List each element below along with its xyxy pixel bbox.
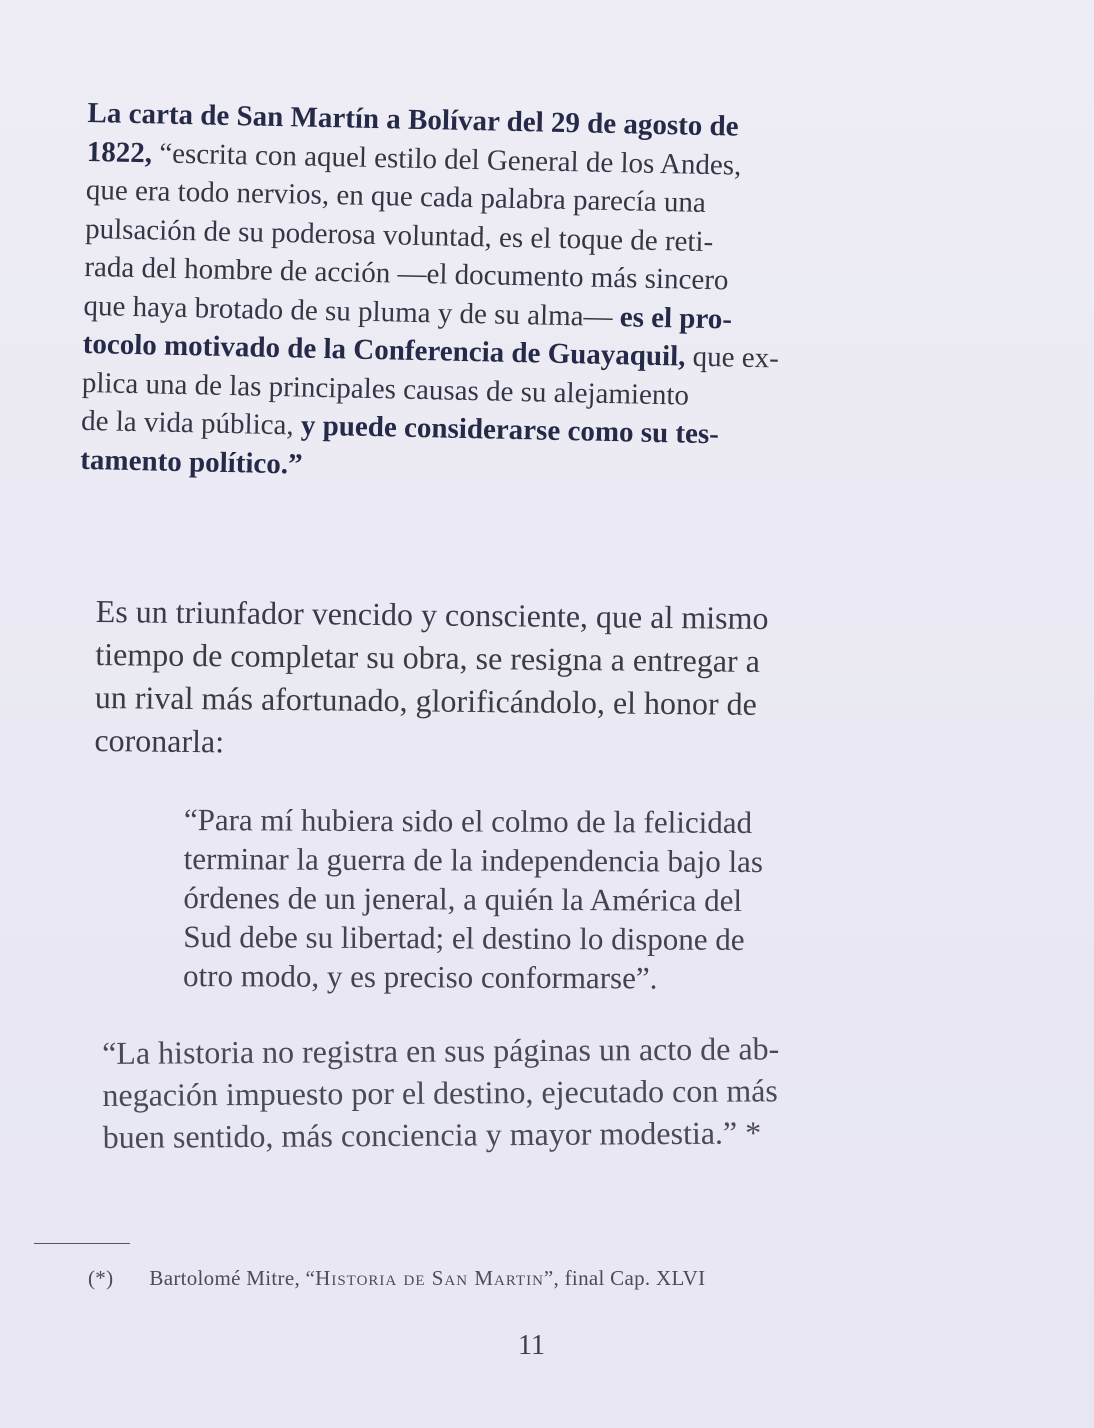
quote-line: Sud debe su libertad; el destino lo dispone de: [183, 918, 745, 957]
text-segment: de la vida pública,: [80, 404, 295, 442]
text-segment: que era todo nervios, en que cada palabra parecía una: [85, 173, 707, 219]
footnote-author: Bartolomé Mitre, “: [149, 1266, 316, 1290]
paragraph-triunfador: [94, 590, 1014, 772]
bold-text-segment: es el pro-: [612, 300, 733, 336]
bold-text-segment: tocolo motivado de la Conferencia de Guayaquil,: [82, 327, 686, 373]
text-segment: que haya brotado de su pluma y de su alma—: [83, 289, 613, 333]
text-line: negación impuesto por el destino, ejecutado con más: [102, 1072, 778, 1113]
text-segment: “escrita con aquel estilo del General de los Andes,: [151, 136, 742, 182]
block-quote-san-martin: [183, 800, 1024, 999]
paragraph-historia: [102, 1026, 1023, 1158]
page-number: 11: [518, 1330, 545, 1361]
text-line: coronarla:: [94, 721, 225, 760]
text-line: Es un triunfador vencido y consciente, que al mismo: [95, 592, 769, 637]
text-line: buen sentido, más conciencia y mayor modestia.” *: [102, 1114, 762, 1155]
footnote-divider: [34, 1243, 130, 1244]
footnote-marker: (*): [88, 1266, 114, 1290]
text-segment: pulsación de su poderosa voluntad, es el toque de reti-: [84, 212, 714, 258]
quote-line: terminar la guerra de la independencia bajo las: [183, 840, 764, 880]
bold-text-segment: 1822,: [86, 135, 153, 169]
paragraph-san-martin-letter: [80, 94, 1000, 498]
text-segment: que ex-: [685, 340, 780, 375]
bold-text-segment: y puede considerarse como su tes-: [293, 409, 720, 451]
footnote-suffix: ”, final Cap. XLVI: [543, 1266, 706, 1290]
text-line: un rival más afortunado, glorificándolo, el honor de: [94, 678, 758, 722]
quote-line: “Para mí hubiera sido el colmo de la felicidad: [183, 802, 753, 840]
text-segment: plica una de las principales causas de su alejamiento: [81, 366, 690, 412]
text-line: tiempo de completar su obra, se resigna a entregar a: [95, 635, 761, 679]
quote-line: otro modo, y es preciso conformarse”.: [182, 957, 658, 996]
text-segment: rada del hombre de acción —el documento más sincero: [84, 250, 729, 297]
text-line: “La historia no registra en sus páginas un acto de ab-: [102, 1030, 780, 1071]
quote-line: órdenes de un jeneral, a quién la América del: [183, 879, 743, 918]
bold-text-segment: La carta de San Martín a Bolívar del 29 de agosto de: [87, 96, 739, 143]
bold-text-segment: tamento político.”: [80, 443, 303, 481]
footnote: [88, 1266, 705, 1291]
footnote-work-title: Historia de San Martin: [315, 1266, 544, 1290]
